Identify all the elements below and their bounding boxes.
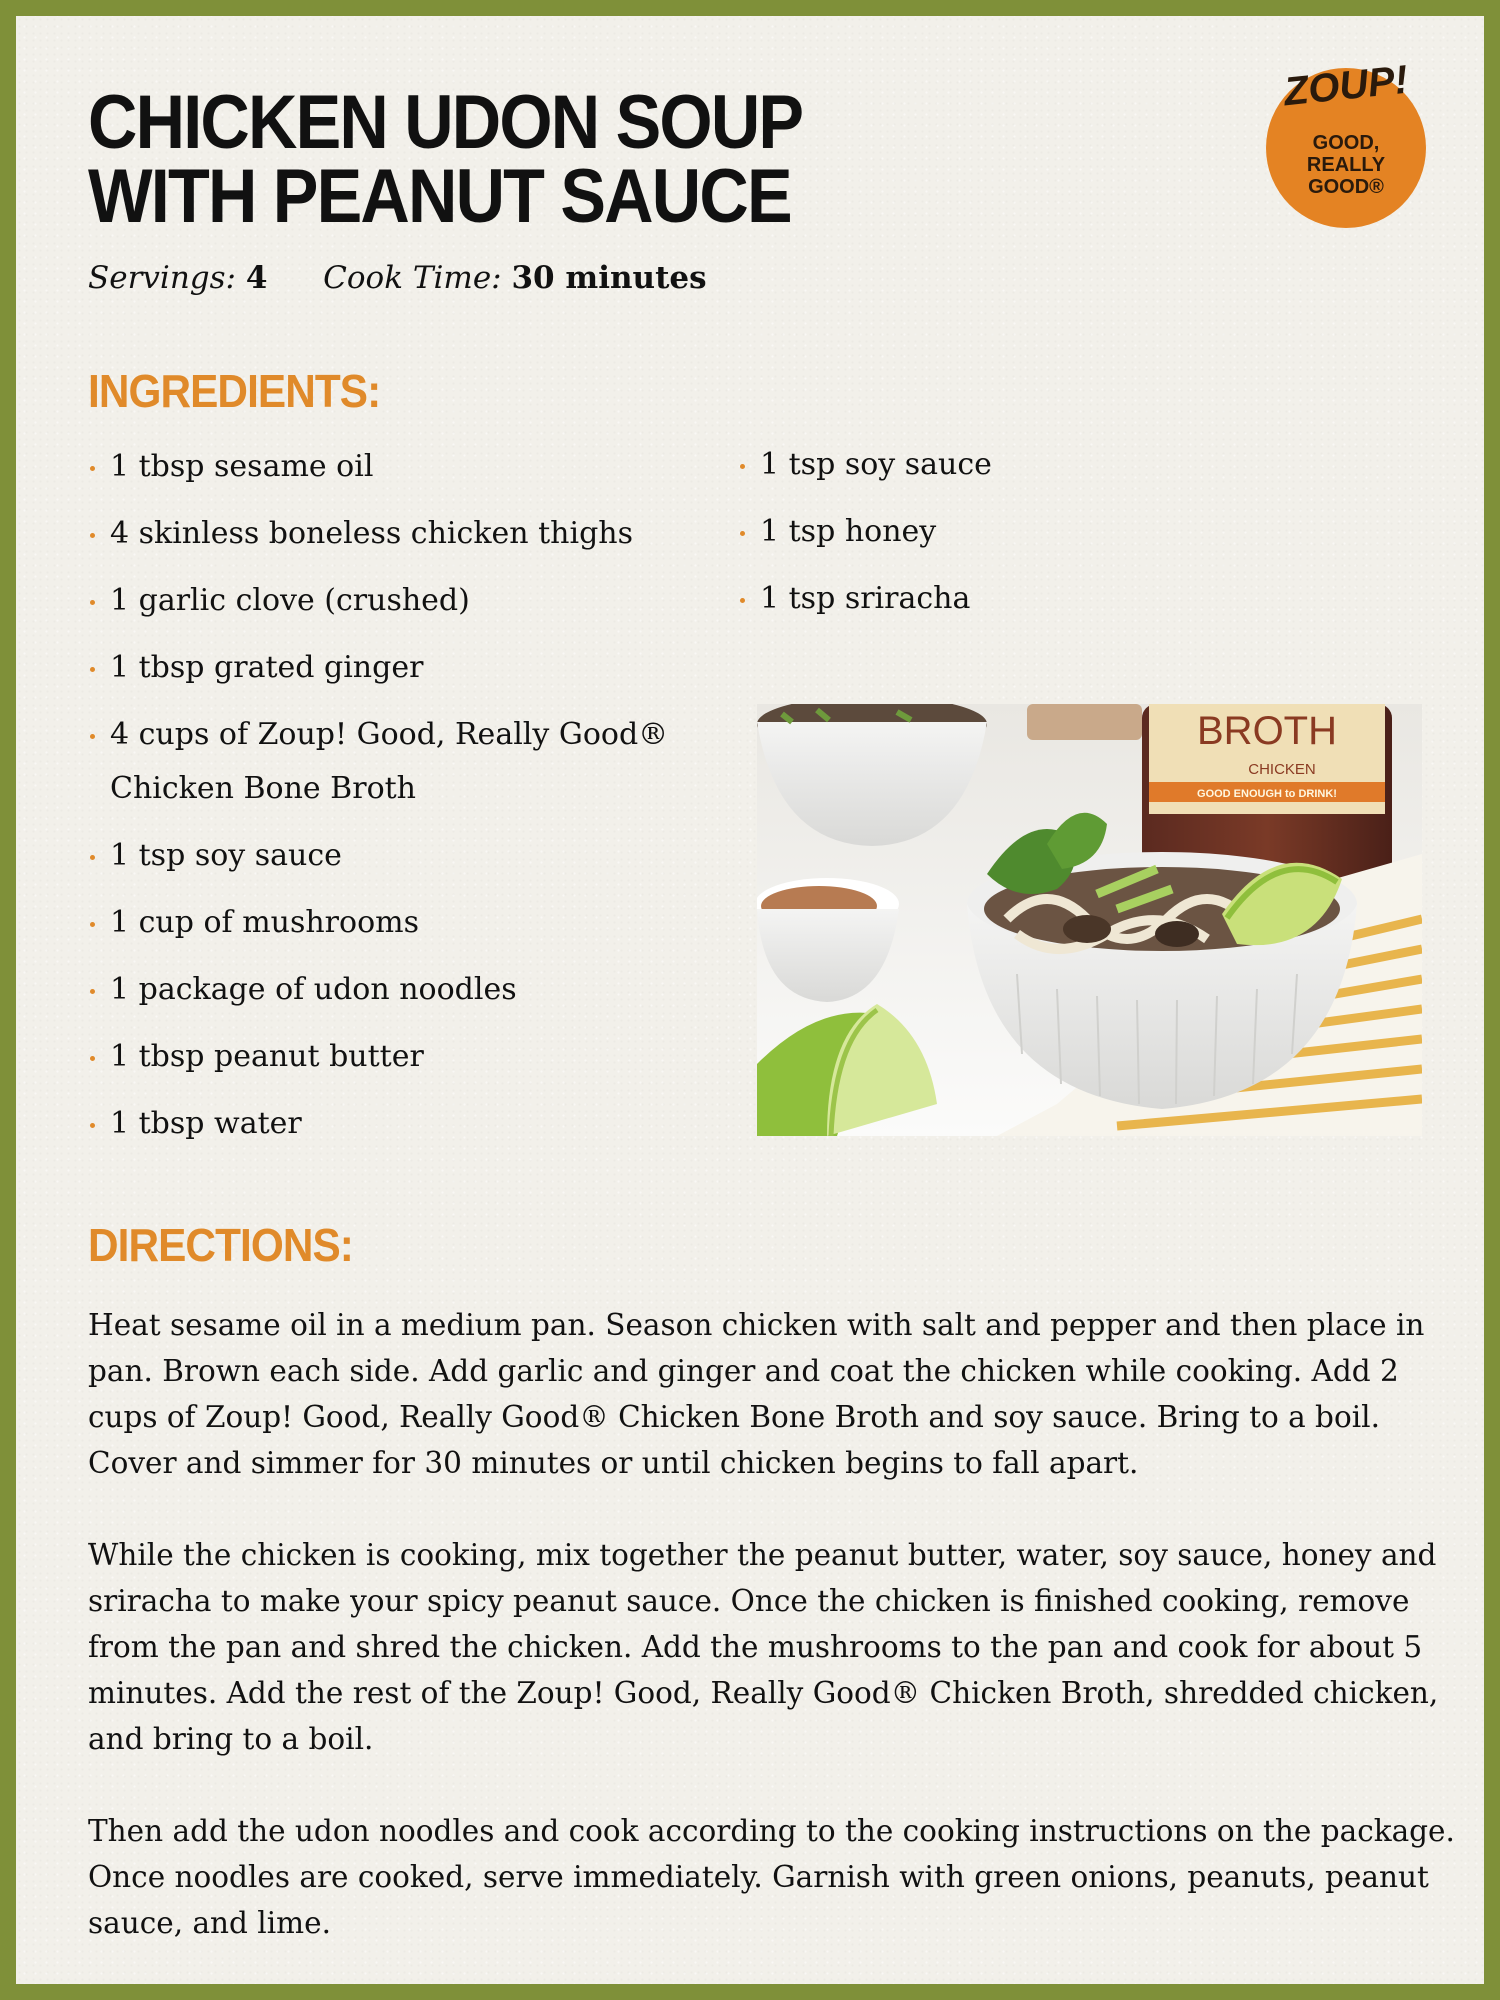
ingredient-item: 4 cups of Zoup! Good, Really Good® Chicken Bone Broth xyxy=(88,708,688,816)
svg-text:GOOD ENOUGH to DRINK!: GOOD ENOUGH to DRINK! xyxy=(1197,788,1337,800)
ingredients-heading: INGREDIENTS: xyxy=(88,365,381,417)
directions-heading: DIRECTIONS: xyxy=(88,1219,353,1271)
servings-value: 4 xyxy=(245,260,268,296)
ingredient-item: 1 tsp sriracha xyxy=(738,572,1238,626)
ingredient-item: 1 tsp honey xyxy=(738,505,1238,559)
cook-time-label: Cook Time: xyxy=(323,260,502,296)
logo-brand: ZOUP! xyxy=(1281,57,1411,115)
ingredients-list-left xyxy=(88,440,688,1164)
directions-paragraph: Heat sesame oil in a medium pan. Season chicken with salt and pepper and then place in pan. Brown each side. Add garlic and ginger and coat the chicken while cooking. Add 2 cups of Zoup! Good, Really Good® Chicken Bone Broth and soy sauce. Bring to a boil. Cover and simmer for 30 minutes or until chicken begins to fall apart. xyxy=(88,1308,1425,1480)
directions-paragraph: Then add the udon noodles and cook according to the cooking instructions on the package. Once noodles are cooked, serve immediately. Garnish with green onions, peanuts, peanut sauce, and lime. xyxy=(88,1814,1455,1940)
ingredient-item: 1 tbsp grated ginger xyxy=(88,641,688,695)
svg-text:BROTH: BROTH xyxy=(1197,709,1337,753)
recipe-title xyxy=(88,80,803,239)
ingredient-item: 1 tbsp water xyxy=(88,1097,688,1151)
logo-tagline: GOOD, REALLY GOOD® xyxy=(1306,132,1386,198)
directions-paragraph: While the chicken is cooking, mix together the peanut butter, water, soy sauce, honey and sriracha to make your spicy peanut sauce. Once the chicken is finished cooking, remove from the pan and shred the chicken. Add the mushrooms to the pan and cook for about 5 minutes. Add the rest of the Zoup! Good, Really Good® Chicken Broth, shredded chicken, and bring to a boil. xyxy=(88,1538,1439,1756)
ingredient-item: 4 skinless boneless chicken thighs xyxy=(88,507,688,561)
directions-body xyxy=(88,1302,1458,1992)
title-line-2: WITH PEANUT SAUCE xyxy=(88,154,791,239)
cook-time-value: 30 minutes xyxy=(511,260,707,296)
ingredient-item: 1 garlic clove (crushed) xyxy=(88,574,688,628)
title-line-1: CHICKEN UDON SOUP xyxy=(88,80,803,165)
ingredient-item: 1 package of udon noodles xyxy=(88,963,688,1017)
soup-photo xyxy=(757,704,1422,1136)
svg-text:CHICKEN: CHICKEN xyxy=(1248,761,1316,778)
ingredient-item: 1 cup of mushrooms xyxy=(88,896,688,950)
ingredient-item: 1 tsp soy sauce xyxy=(738,438,1238,492)
recipe-meta xyxy=(88,260,707,296)
servings-label: Servings: xyxy=(88,260,236,296)
ingredient-item: 1 tsp soy sauce xyxy=(88,829,688,883)
recipe-card xyxy=(16,16,1484,1984)
ingredient-item: 1 tbsp sesame oil xyxy=(88,440,688,494)
ingredient-item: 1 tbsp peanut butter xyxy=(88,1030,688,1084)
ingredients-list-right xyxy=(738,438,1238,639)
zoup-logo xyxy=(1266,57,1426,228)
